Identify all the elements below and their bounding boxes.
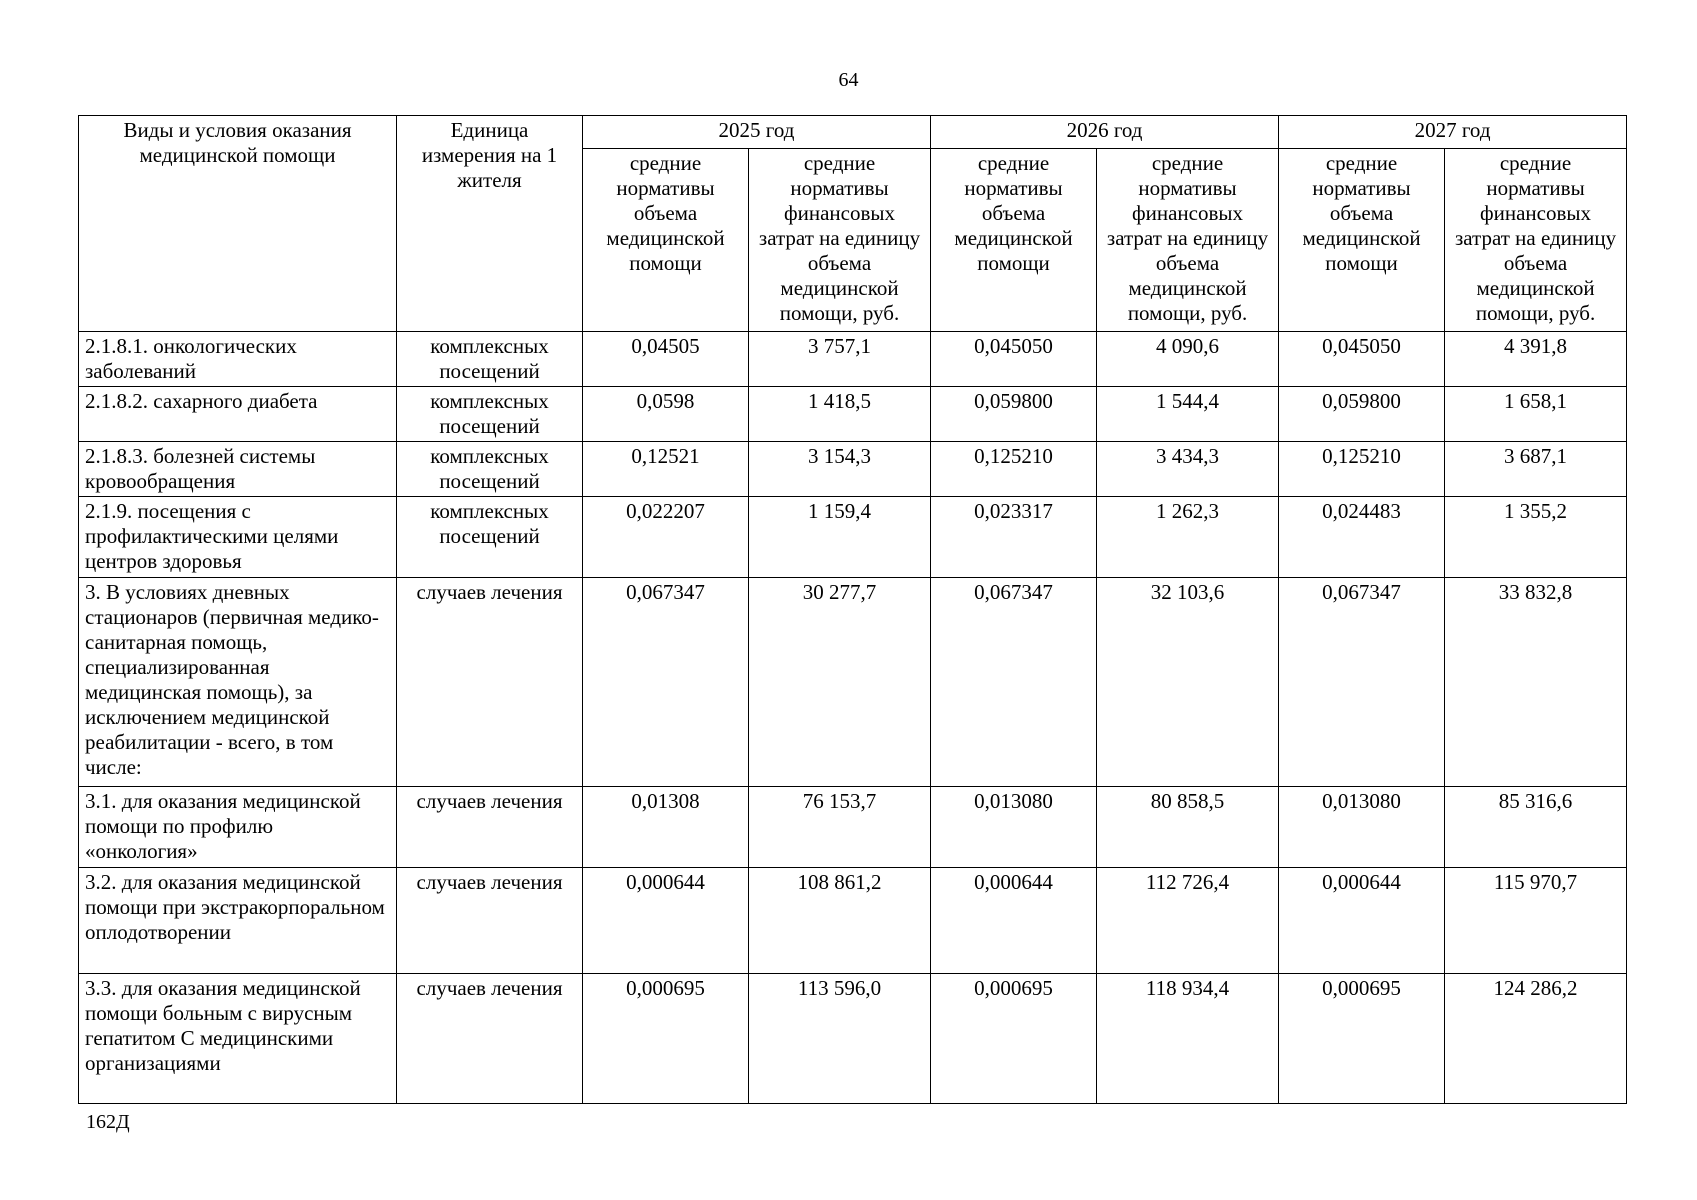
row-volume-2027: 0,125210 xyxy=(1279,442,1445,497)
row-kind: 3.1. для оказания медицинской помощи по профилю «онкология» xyxy=(79,787,397,868)
row-volume-2025: 0,000644 xyxy=(583,868,749,974)
header-year-2027: 2027 год xyxy=(1279,116,1627,149)
header-volume-2026: средние нормативы объема медицинской помощи xyxy=(931,149,1097,332)
row-unit: комплексных посещений xyxy=(397,387,583,442)
row-cost-2025: 30 277,7 xyxy=(749,578,931,787)
row-volume-2025: 0,12521 xyxy=(583,442,749,497)
row-cost-2026: 4 090,6 xyxy=(1097,332,1279,387)
row-volume-2027: 0,067347 xyxy=(1279,578,1445,787)
row-cost-2027: 124 286,2 xyxy=(1445,974,1627,1104)
row-volume-2026: 0,013080 xyxy=(931,787,1097,868)
header-cost-2027: средние нормативы финансовых затрат на единицу объема медицинской помощи, руб. xyxy=(1445,149,1627,332)
row-cost-2026: 1 262,3 xyxy=(1097,497,1279,578)
row-volume-2026: 0,000695 xyxy=(931,974,1097,1104)
header-volume-2025: средние нормативы объема медицинской помощи xyxy=(583,149,749,332)
row-kind: 2.1.8.1. онкологических заболеваний xyxy=(79,332,397,387)
header-cost-2026: средние нормативы финансовых затрат на единицу объема медицинской помощи, руб. xyxy=(1097,149,1279,332)
row-cost-2027: 85 316,6 xyxy=(1445,787,1627,868)
row-cost-2026: 118 934,4 xyxy=(1097,974,1279,1104)
row-cost-2025: 3 757,1 xyxy=(749,332,931,387)
row-unit: случаев лечения xyxy=(397,868,583,974)
row-cost-2026: 3 434,3 xyxy=(1097,442,1279,497)
document-code: 162Д xyxy=(86,1111,130,1133)
row-unit: комплексных посещений xyxy=(397,497,583,578)
row-cost-2027: 4 391,8 xyxy=(1445,332,1627,387)
row-kind: 2.1.8.3. болезней системы кровообращения xyxy=(79,442,397,497)
row-cost-2027: 33 832,8 xyxy=(1445,578,1627,787)
norms-table xyxy=(78,115,1627,1104)
row-unit: комплексных посещений xyxy=(397,332,583,387)
row-kind: 3.3. для оказания медицинской помощи больным с вирусным гепатитом С медицинскими организациями xyxy=(79,974,397,1104)
row-volume-2026: 0,045050 xyxy=(931,332,1097,387)
row-cost-2027: 115 970,7 xyxy=(1445,868,1627,974)
table-row xyxy=(79,868,1627,974)
row-kind: 2.1.8.2. сахарного диабета xyxy=(79,387,397,442)
row-volume-2025: 0,01308 xyxy=(583,787,749,868)
row-cost-2027: 3 687,1 xyxy=(1445,442,1627,497)
row-volume-2026: 0,067347 xyxy=(931,578,1097,787)
row-cost-2026: 32 103,6 xyxy=(1097,578,1279,787)
row-cost-2025: 3 154,3 xyxy=(749,442,931,497)
row-kind: 3. В условиях дневных стационаров (первичная медико-санитарная помощь, специализированная медицинская помощь), за исключением медицинской реабилитации - всего, в том числе: xyxy=(79,578,397,787)
row-cost-2025: 76 153,7 xyxy=(749,787,931,868)
row-volume-2026: 0,023317 xyxy=(931,497,1097,578)
row-cost-2026: 112 726,4 xyxy=(1097,868,1279,974)
row-volume-2027: 0,000695 xyxy=(1279,974,1445,1104)
row-cost-2026: 80 858,5 xyxy=(1097,787,1279,868)
row-volume-2027: 0,059800 xyxy=(1279,387,1445,442)
table-row xyxy=(79,332,1627,387)
row-kind: 3.2. для оказания медицинской помощи при экстракорпоральном оплодотворении xyxy=(79,868,397,974)
row-volume-2027: 0,000644 xyxy=(1279,868,1445,974)
row-volume-2025: 0,04505 xyxy=(583,332,749,387)
row-volume-2026: 0,000644 xyxy=(931,868,1097,974)
row-volume-2027: 0,045050 xyxy=(1279,332,1445,387)
row-cost-2026: 1 544,4 xyxy=(1097,387,1279,442)
row-volume-2025: 0,000695 xyxy=(583,974,749,1104)
page-number: 64 xyxy=(838,69,859,91)
row-volume-2025: 0,0598 xyxy=(583,387,749,442)
row-volume-2025: 0,067347 xyxy=(583,578,749,787)
table-row xyxy=(79,497,1627,578)
row-cost-2025: 1 159,4 xyxy=(749,497,931,578)
row-cost-2027: 1 658,1 xyxy=(1445,387,1627,442)
table-row xyxy=(79,787,1627,868)
row-kind: 2.1.9. посещения с профилактическими целями центров здоровья xyxy=(79,497,397,578)
row-cost-2025: 113 596,0 xyxy=(749,974,931,1104)
header-kind: Виды и условия оказания медицинской помощи xyxy=(79,116,397,332)
header-unit: Единица измерения на 1 жителя xyxy=(397,116,583,332)
row-volume-2026: 0,125210 xyxy=(931,442,1097,497)
table-row xyxy=(79,578,1627,787)
row-unit: комплексных посещений xyxy=(397,442,583,497)
header-year-2026: 2026 год xyxy=(931,116,1279,149)
row-volume-2027: 0,024483 xyxy=(1279,497,1445,578)
table-row xyxy=(79,442,1627,497)
row-volume-2026: 0,059800 xyxy=(931,387,1097,442)
header-cost-2025: средние нормативы финансовых затрат на единицу объема медицинской помощи, руб. xyxy=(749,149,931,332)
row-volume-2027: 0,013080 xyxy=(1279,787,1445,868)
header-volume-2027: средние нормативы объема медицинской помощи xyxy=(1279,149,1445,332)
table-row xyxy=(79,974,1627,1104)
row-unit: случаев лечения xyxy=(397,974,583,1104)
row-volume-2025: 0,022207 xyxy=(583,497,749,578)
table-row xyxy=(79,387,1627,442)
row-unit: случаев лечения xyxy=(397,787,583,868)
row-unit: случаев лечения xyxy=(397,578,583,787)
row-cost-2025: 1 418,5 xyxy=(749,387,931,442)
row-cost-2027: 1 355,2 xyxy=(1445,497,1627,578)
header-year-2025: 2025 год xyxy=(583,116,931,149)
row-cost-2025: 108 861,2 xyxy=(749,868,931,974)
